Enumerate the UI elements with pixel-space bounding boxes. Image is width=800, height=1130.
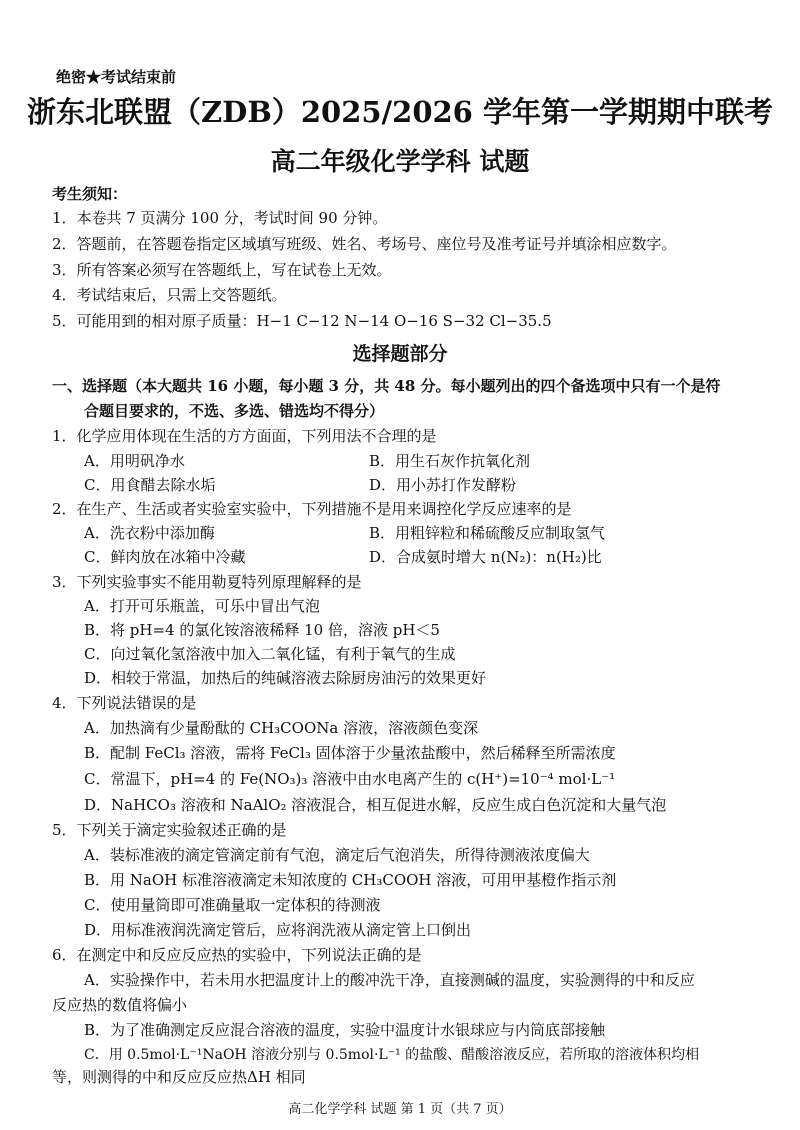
part-heading: 一、选择题（本大题共 16 小题，每小题 3 分，共 48 分。每小题列出的四个备选项中只有一个是符 [52,377,721,395]
notice-item: 2．答题前，在答题卷指定区域填写班级、姓名、考场号、座位号及准考证号并填涂相应数字。 [52,235,677,253]
option-a: A．用明矾净水 [84,452,185,470]
option-a: A．洗衣粉中添加酶 [84,524,215,542]
option-d: D．合成氨时增大 n(N₂)：n(H₂)比 [369,548,602,566]
option-b: B．用 NaOH 标准溶液滴定未知浓度的 CH₃COOH 溶液，可用甲基橙作指示剂 [84,871,617,889]
notice-item: 5．可能用到的相对原子质量：H−1 C−12 N−14 O−16 S−32 Cl−35.5 [52,312,552,330]
option-d: D．用标准液润洗滴定管后，应将润洗液从滴定管上口倒出 [84,921,472,939]
option-b: B．用粗锌粒和稀硫酸反应制取氢气 [369,524,606,542]
option-c: C．向过氧化氢溶液中加入二氧化锰，有利于氧气的生成 [84,645,456,663]
option-d: D．NaHCO₃ 溶液和 NaAlO₂ 溶液混合，相互促进水解，反应生成白色沉淀和大量气泡 [84,796,667,814]
exam-title: 浙东北联盟（ZDB）2025/2026 学年第一学期期中联考 [27,95,773,129]
option-a-cont: 反应热的数值将偏小 [52,996,188,1014]
option-d: D．用小苏打作发酵粉 [369,476,517,494]
option-d: D．相较于常温，加热后的纯碱溶液去除厨房油污的效果更好 [84,669,487,687]
notice-item: 3．所有答案必须写在答题纸上，写在试卷上无效。 [52,261,392,279]
question-stem: 6．在测定中和反应反应热的实验中，下列说法正确的是 [52,946,422,964]
notice-heading: 考生须知： [52,185,128,203]
part-heading-cont: 合题目要求的，不选、多选、错选均不得分） [84,402,385,420]
notice-item: 4．考试结束后，只需上交答题纸。 [52,286,287,304]
option-c: C．用食醋去除水垢 [84,476,216,494]
question-stem: 3．下列实验事实不能用勒夏特列原理解释的是 [52,573,362,591]
option-c-cont: 等，则测得的中和反应反应热ΔH 相同 [52,1068,306,1086]
question-stem: 5．下列关于滴定实验叙述正确的是 [52,821,287,839]
question-stem: 2．在生产、生活或者实验室实验中，下列措施不是用来调控化学反应速率的是 [52,500,572,518]
option-a: A．实验操作中，若未用水把温度计上的酸冲洗干净，直接测碱的温度，实验测得的中和反应 [84,971,695,989]
page-footer: 高二化学学科 试题 第 1 页（共 7 页） [288,1102,512,1117]
exam-subtitle: 高二年级化学学科 试题 [270,147,530,176]
option-a: A．加热滴有少量酚酞的 CH₃COONa 溶液，溶液颜色变深 [84,719,479,737]
option-c: C．常温下，pH=4 的 Fe(NO₃)₃ 溶液中由水电离产生的 c(H⁺)=10⁻⁴ mol·L⁻¹ [84,770,616,788]
confidential-label: 绝密★考试结束前 [56,68,177,86]
option-a: A．打开可乐瓶盖，可乐中冒出气泡 [84,597,320,615]
notice-item: 1．本卷共 7 页满分 100 分，考试时间 90 分钟。 [52,209,388,227]
option-b: B．将 pH=4 的氯化铵溶液稀释 10 倍，溶液 pH＜5 [84,621,440,639]
option-a: A．装标准液的滴定管滴定前有气泡，滴定后气泡消失，所得待测液浓度偏大 [84,846,590,864]
option-c: C．鲜肉放在冰箱中冷藏 [84,548,246,566]
question-stem: 4．下列说法错误的是 [52,694,197,712]
option-b: B．为了准确测定反应混合溶液的温度，实验中温度计水银球应与内筒底部接触 [84,1021,606,1039]
question-stem: 1．化学应用体现在生活的方方面面，下列用法不合理的是 [52,427,437,445]
option-b: B．配制 FeCl₃ 溶液，需将 FeCl₃ 固体溶于少量浓盐酸中，然后稀释至所需浓度 [84,744,616,762]
option-c: C．用 0.5mol·L⁻¹NaOH 溶液分别与 0.5mol·L⁻¹ 的盐酸、醋酸溶液反应，若所取的溶液体积均相 [84,1047,700,1063]
section-title: 选择题部分 [352,343,448,365]
option-c: C．使用量筒即可准确量取一定体积的待测液 [84,896,381,914]
option-b: B．用生石灰作抗氧化剂 [369,452,531,470]
